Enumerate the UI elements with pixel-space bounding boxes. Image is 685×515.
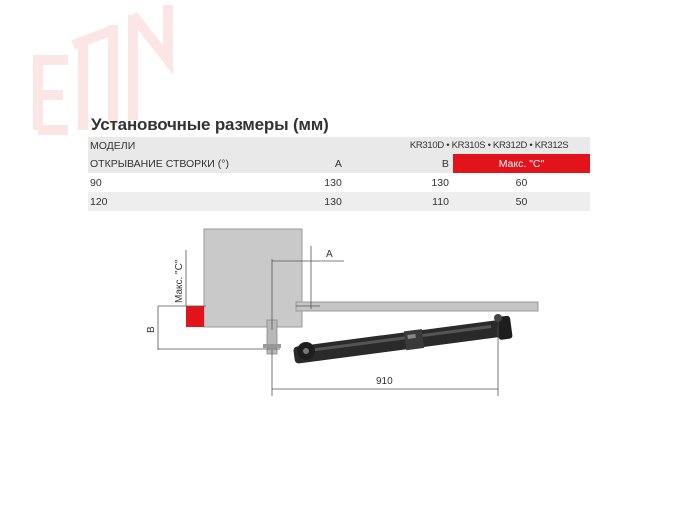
gate-leaf: [296, 302, 538, 311]
row-opening: 90: [88, 173, 248, 192]
row-c: 50: [453, 192, 590, 211]
row-opening: 120: [88, 192, 248, 211]
dimension-a-label: A: [326, 249, 333, 260]
row-b: 110: [346, 192, 453, 211]
header-a: A: [248, 154, 346, 173]
models-value: KR310D • KR310S • KR312D • KR312S: [346, 137, 590, 154]
row-a: 130: [248, 192, 346, 211]
dimension-b-label: B: [146, 326, 157, 333]
header-opening: ОТКРЫВАНИЕ СТВОРКИ (°): [88, 154, 248, 173]
models-label: МОДЕЛИ: [88, 137, 248, 154]
header-b: B: [346, 154, 453, 173]
pillar: [204, 229, 302, 327]
row-b: 130: [346, 173, 453, 192]
operator-arm: [293, 315, 513, 366]
dimension-c-label: Макс. "C": [174, 259, 185, 303]
page-title: Установочные размеры (мм): [91, 115, 329, 134]
header-c: Макс. "C": [453, 154, 590, 173]
dimension-length-label: 910: [376, 376, 393, 387]
row-c: 60: [453, 173, 590, 192]
max-c-block: [186, 306, 204, 327]
row-a: 130: [248, 173, 346, 192]
